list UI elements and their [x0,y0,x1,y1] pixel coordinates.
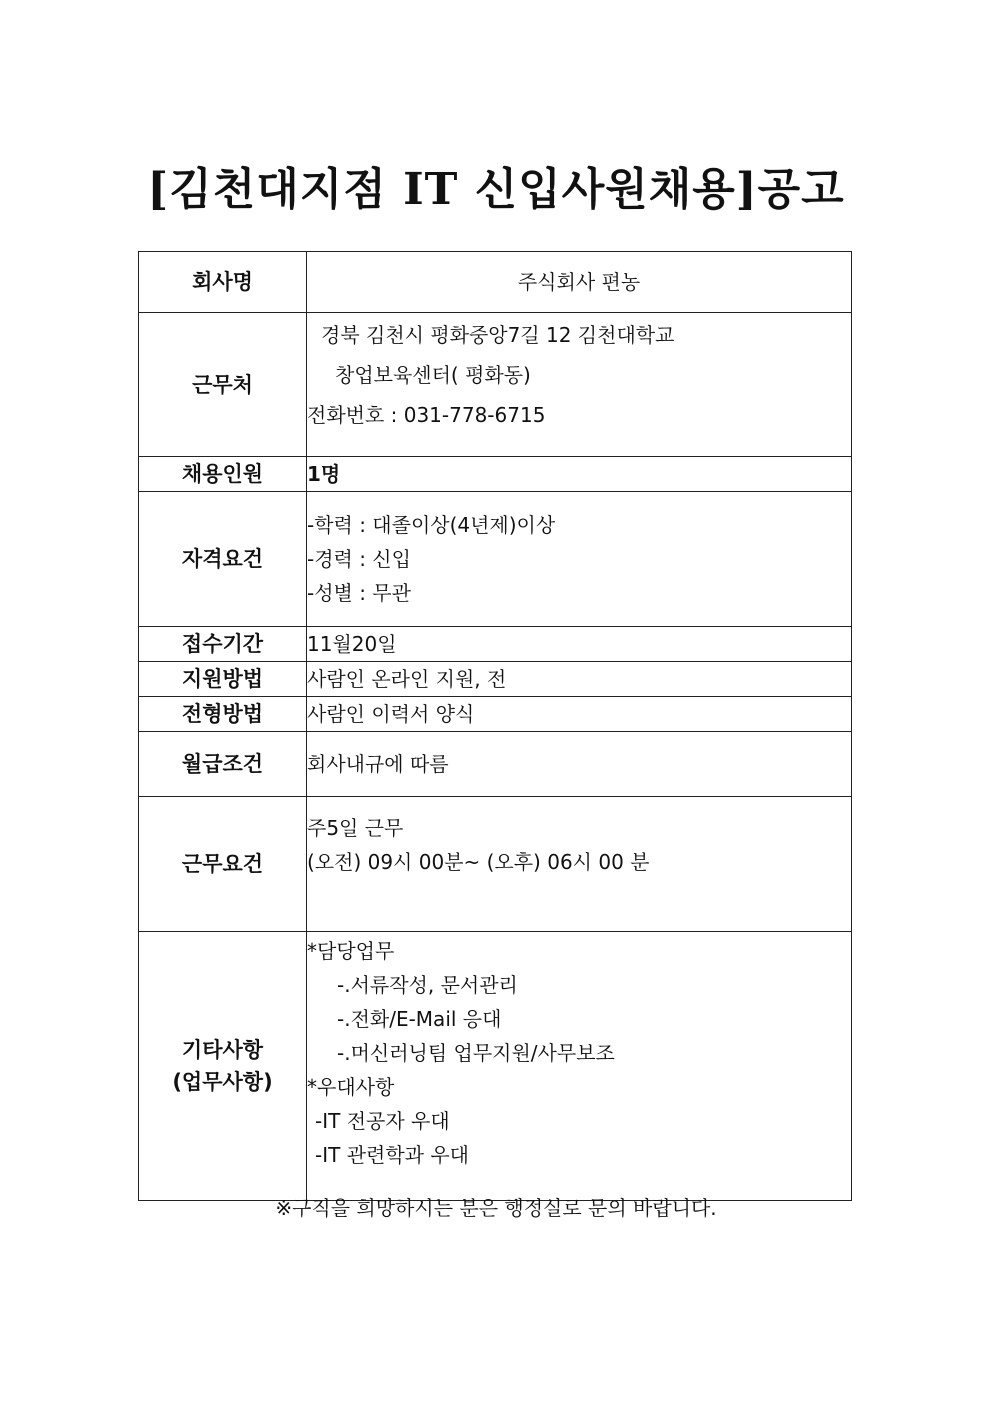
qualification-label: 자격요건 [139,492,307,627]
page-title: [김천대지점 IT 신입사원채용]공고 [147,164,845,215]
etc-label [139,932,307,1201]
table-row-workplace [139,313,852,457]
workplace-label: 근무처 [139,313,307,457]
apply-label: 지원방법 [139,662,307,697]
conditions-days: 주5일 근무 [307,816,404,840]
etc-preference-heading: *우대사항 [307,1075,395,1099]
company-label: 회사명 [139,252,307,313]
job-posting-table [138,251,852,1201]
table-row-qualification [139,492,852,627]
workplace-address-line2: 창업보육센터( 평화동) [335,363,531,387]
qualification-value [307,492,852,627]
etc-preference-2: -IT 관련학과 우대 [315,1143,469,1167]
salary-value: 회사내규에 따름 [307,732,852,797]
footnote: ※구직을 희망하시는 분은 행정실로 문의 바랍니다. [275,1196,717,1220]
table-row-apply [139,662,852,697]
table-row-conditions [139,797,852,932]
conditions-value [307,797,852,932]
workplace-phone: 전화번호 : 031-778-6715 [307,403,546,427]
etc-label-line1: 기타사항 [181,1038,264,1062]
etc-label-line2: (업무사항) [172,1070,273,1094]
qualification-gender: -성별 : 무관 [307,581,411,605]
selection-label: 전형방법 [139,697,307,732]
workplace-address-line1: 경북 김천시 평화중앙7길 12 김천대학교 [321,323,675,347]
qualification-education: -학력 : 대졸이상(4년제)이상 [307,513,556,537]
table-row-period [139,627,852,662]
etc-value [307,932,852,1201]
etc-duties-heading: *담당업무 [307,939,395,963]
table-row-salary [139,732,852,797]
period-label: 접수기간 [139,627,307,662]
conditions-hours: (오전) 09시 00분~ (오후) 06시 00 분 [307,850,650,874]
apply-value: 사람인 온라인 지원, 전 [307,662,852,697]
conditions-label: 근무요건 [139,797,307,932]
qualification-experience: -경력 : 신입 [307,547,411,571]
salary-label: 월급조건 [139,732,307,797]
period-value: 11월20일 [307,627,852,662]
etc-duty-1: -.서류작성, 문서관리 [337,973,518,997]
workplace-value [307,313,852,457]
etc-preference-1: -IT 전공자 우대 [315,1109,450,1133]
headcount-value: 1명 [307,457,852,492]
table-row-selection [139,697,852,732]
headcount-label: 채용인원 [139,457,307,492]
table-row-company [139,252,852,313]
selection-value: 사람인 이력서 양식 [307,697,852,732]
etc-duty-3: -.머신러닝팀 업무지원/사무보조 [337,1041,615,1065]
table-row-headcount [139,457,852,492]
table-row-etc [139,932,852,1201]
etc-duty-2: -.전화/E-Mail 응대 [337,1007,502,1031]
company-value: 주식회사 편농 [307,252,852,313]
